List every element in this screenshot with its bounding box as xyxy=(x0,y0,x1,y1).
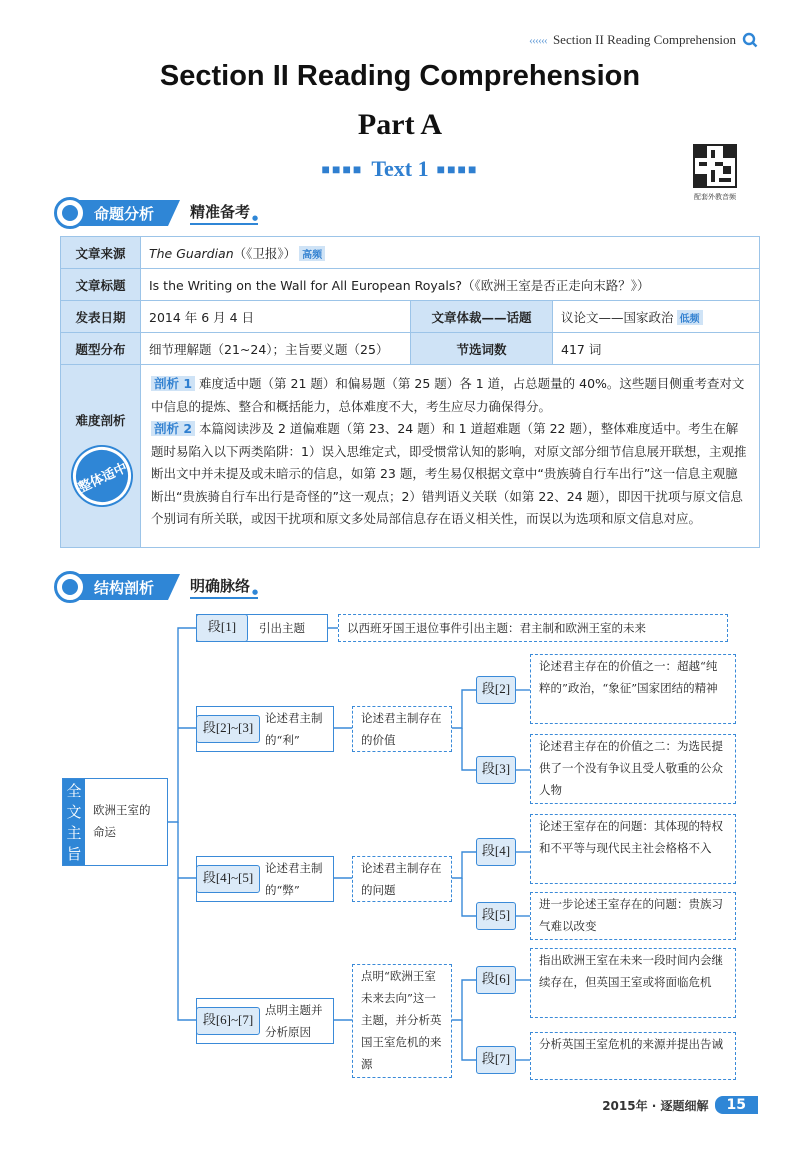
para1-desc: 引出主题 xyxy=(259,621,305,635)
analysis-2-text: 本篇阅读涉及 2 道偏难题（第 23、24 题）和 1 道超难题（第 22 题），整体难度适中。考生在解题时易陷入以下两类陷阱：1）误入思维定式，即受惯常认知的影响，对原文部分细节信息展开联想，主观推断出文中并未提及或未暗示的信息，如第 23 题，考生易仅根据文章中“贵族骑自行车出行”这一信息主观臆断出“贵族骑自行车出行是奇怪的”这一观点；2）错判语义关联（如第 22、24 题），即因干扰项与原文信息个别词有所关联，或因干扰项和原文多处局部信息存在语义相关性，而误以为选项和原文信息对应。 xyxy=(151,421,747,526)
para45-group xyxy=(196,856,334,902)
qr-code[interactable] xyxy=(693,144,737,188)
words-value: 417 词 xyxy=(553,333,760,365)
para23-desc: 论述君主制的“利” xyxy=(265,711,323,747)
para45-mid: 论述君主制存在的问题 xyxy=(352,856,452,902)
main-idea-text: 欧洲王室的命运 xyxy=(93,803,151,839)
para7-detail: 分析英国王室危机的来源并提出告诫 xyxy=(530,1032,736,1080)
frequency-badge: 高频 xyxy=(299,246,325,261)
para7-label: 段[7] xyxy=(476,1046,516,1074)
structure-head-label: 结构剖析 xyxy=(94,578,155,597)
para67-mid: 点明“欧洲王室未来去向”这一主题，并分析英国王室危机的来源 xyxy=(352,964,452,1078)
analysis-table xyxy=(60,236,760,548)
para45-desc: 论述君主制的“弊” xyxy=(265,861,323,897)
running-title: Section II Reading Comprehension xyxy=(552,32,736,47)
qtype-label: 题型分布 xyxy=(61,333,141,365)
analysis-pill xyxy=(58,200,168,226)
main-idea-label: 全文主旨 xyxy=(63,779,85,865)
para67-group xyxy=(196,998,334,1044)
connector xyxy=(462,1020,476,1060)
connector xyxy=(452,852,476,878)
dots-right: ■■■■ xyxy=(436,162,479,178)
para67-label: 段[6]~[7] xyxy=(196,1007,260,1035)
para1-detail: 以西班牙国王退位事件引出主题：君主制和欧洲王室的未来 xyxy=(338,614,728,642)
page-number: 15 xyxy=(715,1096,758,1114)
analysis-2-tag: 剖析 2 xyxy=(151,421,195,436)
para1-group xyxy=(196,614,328,642)
difficulty-label-cell xyxy=(61,365,141,548)
structure-sub-label: 明确脉络 ● xyxy=(190,575,258,599)
magnifier-icon xyxy=(54,197,86,229)
main-idea-box xyxy=(62,778,168,866)
difficulty-label: 难度剖析 xyxy=(75,413,126,428)
para6-detail: 指出欧洲王室在未来一段时间内会继续存在，但英国王室或将面临危机 xyxy=(530,948,736,1018)
source-cell xyxy=(141,237,760,269)
structure-mindmap xyxy=(0,600,800,1090)
connector xyxy=(178,822,196,1020)
qr-icon xyxy=(695,146,735,186)
source-value: The Guardian xyxy=(149,245,234,261)
date-value: 2014 年 6 月 4 日 xyxy=(141,301,411,333)
source-label: 文章来源 xyxy=(61,237,141,269)
para3-label: 段[3] xyxy=(476,756,516,784)
para4-label: 段[4] xyxy=(476,838,516,866)
genre-value: 议论文——国家政治 xyxy=(561,309,674,325)
section-title: Section II Reading Comprehension xyxy=(159,60,641,92)
difficulty-badge: 整体适中 xyxy=(63,437,140,514)
connector xyxy=(452,980,476,1020)
title-value: Is the Writing on the Wall for All European Royals?（《欧洲王室是否正走向末路？》） xyxy=(141,269,760,301)
table-row xyxy=(61,237,760,269)
analysis-1-text: 难度适中题（第 21 题）和偏易题（第 25 题）各 1 道，占总题量的 40%。这些题目侧重考查对文中信息的提炼、整合和概括能力，总体难度不大，考生应尽力确保得分。 xyxy=(151,376,745,414)
dots-left: ■■■■ xyxy=(321,162,364,178)
structure-heading xyxy=(58,572,258,602)
para5-detail: 进一步论述王室存在的问题：贵族习气难以改变 xyxy=(530,892,736,940)
para4-detail: 论述王室存在的问题：其体现的特权和不平等与现代民主社会格格不入 xyxy=(530,814,736,884)
analysis-head-label: 命题分析 xyxy=(94,204,155,223)
analysis-1-tag: 剖析 1 xyxy=(151,376,195,391)
table-row xyxy=(61,333,760,365)
table-row xyxy=(61,301,760,333)
magnifier-icon xyxy=(54,571,86,603)
connector xyxy=(168,628,196,822)
analysis-heading xyxy=(58,198,258,228)
source-cn: （《卫报》） xyxy=(233,245,297,261)
para5-label: 段[5] xyxy=(476,902,516,930)
text-title-label: Text 1 xyxy=(371,156,429,181)
page-footer xyxy=(602,1096,758,1114)
para2-label: 段[2] xyxy=(476,676,516,704)
para67-desc: 点明主题并分析原因 xyxy=(265,1003,323,1039)
difficulty-text xyxy=(141,365,760,548)
text-title xyxy=(0,156,800,182)
date-label: 发表日期 xyxy=(61,301,141,333)
book-title: 2015年 · 逐题细解 xyxy=(602,1098,709,1113)
part-title: Part A xyxy=(357,108,443,141)
para23-group xyxy=(196,706,334,752)
running-header xyxy=(529,32,758,48)
para2-detail: 论述君主存在的价值之一：超越“纯粹的”政治，“象征”国家团结的精神 xyxy=(530,654,736,724)
connector xyxy=(452,690,476,728)
para6-label: 段[6] xyxy=(476,966,516,994)
structure-pill xyxy=(58,574,168,600)
para3-detail: 论述君主存在的价值之二：为选民提供了一个没有争议且受人敬重的公众人物 xyxy=(530,734,736,804)
genre-cell xyxy=(553,301,760,333)
qr-caption: 配套外教音频 xyxy=(694,193,736,201)
analysis-sub-label: 精准备考 ● xyxy=(190,201,258,225)
title-label: 文章标题 xyxy=(61,269,141,301)
search-icon xyxy=(742,32,758,48)
connector xyxy=(462,728,476,770)
chevrons-icon: ‹‹‹‹‹‹ xyxy=(528,32,547,47)
para23-label: 段[2]~[3] xyxy=(196,715,260,743)
para45-label: 段[4]~[5] xyxy=(196,865,260,893)
connector xyxy=(462,878,476,916)
qtype-value: 细节理解题（21~24）；主旨要义题（25） xyxy=(141,333,411,365)
para23-mid: 论述君主制存在的价值 xyxy=(352,706,452,752)
words-label: 节选词数 xyxy=(411,333,553,365)
genre-label: 文章体裁——话题 xyxy=(411,301,553,333)
table-row xyxy=(61,269,760,301)
frequency-badge: 低频 xyxy=(677,310,703,325)
para1-label: 段[1] xyxy=(196,614,248,642)
table-row xyxy=(61,365,760,548)
